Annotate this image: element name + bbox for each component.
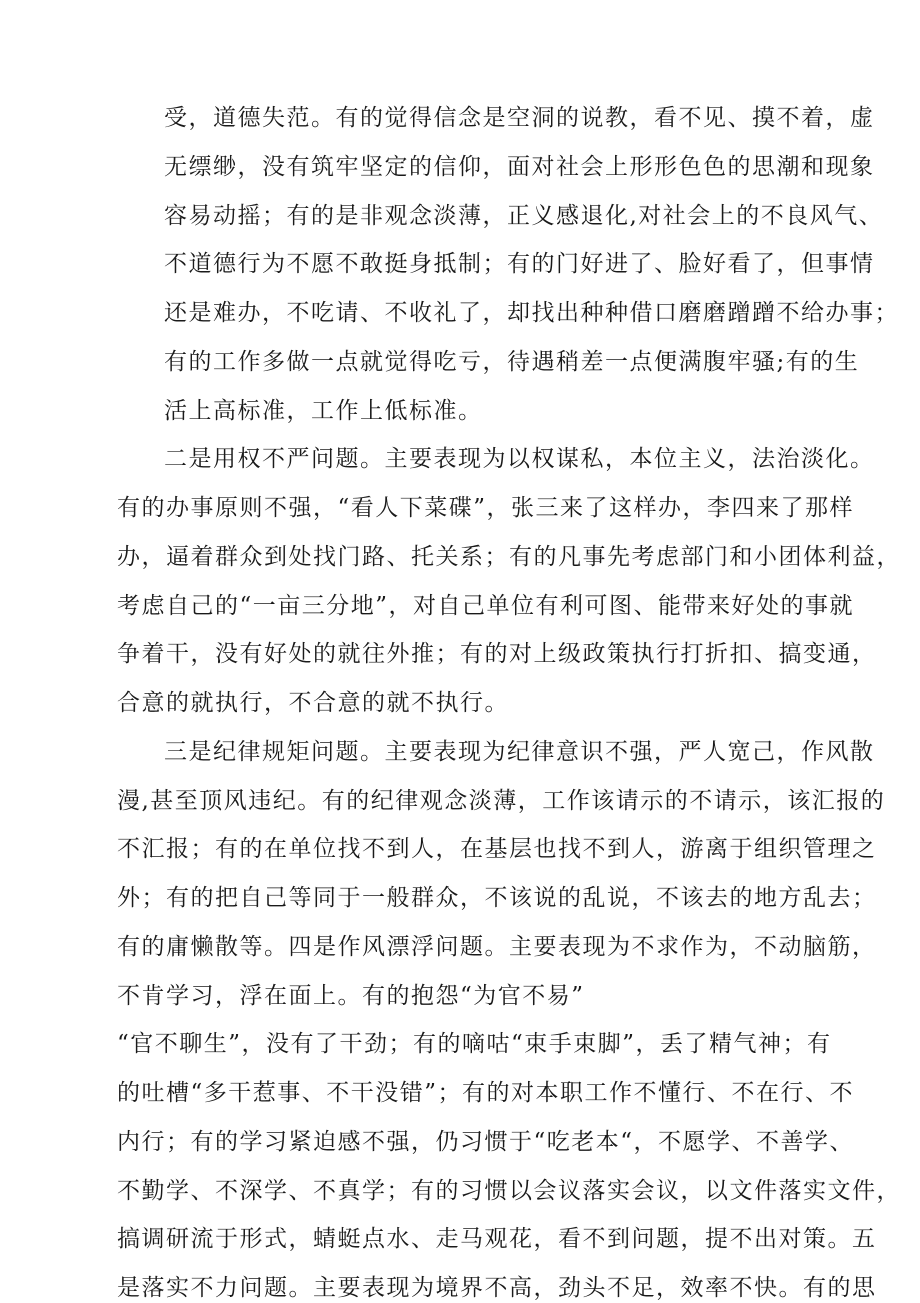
text-line: 是落实不力问题。主要表现为境界不高，劲头不足，效率不快。有的思 <box>117 1275 877 1301</box>
text-line: 二是用权不严问题。主要表现为以权谋私，本位主义，法治淡化。 <box>164 446 875 473</box>
text-line: 漫,甚至顶风违纪。有的纪律观念淡薄，工作该请示的不请示，该汇报的 <box>117 787 886 814</box>
text-line: 合意的就执行，不合意的就不执行。 <box>117 690 509 716</box>
text-line: 搞调研流于形式，蜻蜓点水、走马观花，看不到问题，提不出对策。五 <box>117 1226 877 1253</box>
text-line: 有的工作多做一点就觉得吃亏，待遇稍差一点便满腹牢骚;有的生 <box>164 348 860 375</box>
text-line: 不肯学习，浮在面上。有的抱怨“为官不易” <box>117 982 585 1009</box>
text-line: 外；有的把自己等同于一般群众，不该说的乱说，不该去的地方乱去； <box>117 885 877 911</box>
text-line: 的吐槽“多干惹事、不干没错”；有的对本职工作不懂行、不在行、不 <box>117 1080 855 1106</box>
text-line: 办，逼着群众到处找门路、托关系；有的凡事先考虑部门和小团体利益， <box>117 543 901 570</box>
text-line: 活上高标准，工作上低标准。 <box>164 397 483 424</box>
text-line: 考虑自己的“一亩三分地”，对自己单位有利可图、能带来好处的事就 <box>117 592 855 619</box>
text-line: 不道德行为不愿不敢挺身抵制；有的门好进了、脸好看了，但事情 <box>164 251 875 278</box>
text-line: 内行；有的学习紧迫感不强，仍习惯于“吃老本“，不愿学、不善学、 <box>117 1128 855 1155</box>
text-line: 有的庸懒散等。四是作风漂浮问题。主要表现为不求作为，不动脑筋， <box>117 933 877 960</box>
text-line: 还是难办，不吃请、不收礼了，却找出种种借口磨磨蹭蹭不给办事； <box>164 300 899 326</box>
text-line: 容易动摇；有的是非观念淡薄，正义感退化,对社会上的不良风气、 <box>164 202 884 229</box>
text-line: 无缥缈，没有筑牢坚定的信仰，面对社会上形形色色的思潮和现象 <box>164 153 875 180</box>
text-line: 三是纪律规矩问题。主要表现为纪律意识不强，严人宽己，作风散 <box>164 738 875 765</box>
text-line: 受，道德失范。有的觉得信念是空洞的说教，看不见、摸不着，虚 <box>164 105 875 131</box>
text-line: 不汇报；有的在单位找不到人，在基层也找不到人，游离于组织管理之 <box>117 836 877 863</box>
text-line: 有的办事原则不强，“看人下菜碟”，张三来了这样办，李四来了那样 <box>117 495 855 521</box>
text-line: “官不聊生”，没有了干劲；有的嘀咕“束手束脚”，丢了精气神；有 <box>117 1031 832 1058</box>
text-line: 不勤学、不深学、不真学；有的习惯以会议落实会议，以文件落实文件， <box>117 1177 901 1204</box>
text-line: 争着干，没有好处的就往外推；有的对上级政策执行打折扣、搞变通， <box>117 641 877 668</box>
